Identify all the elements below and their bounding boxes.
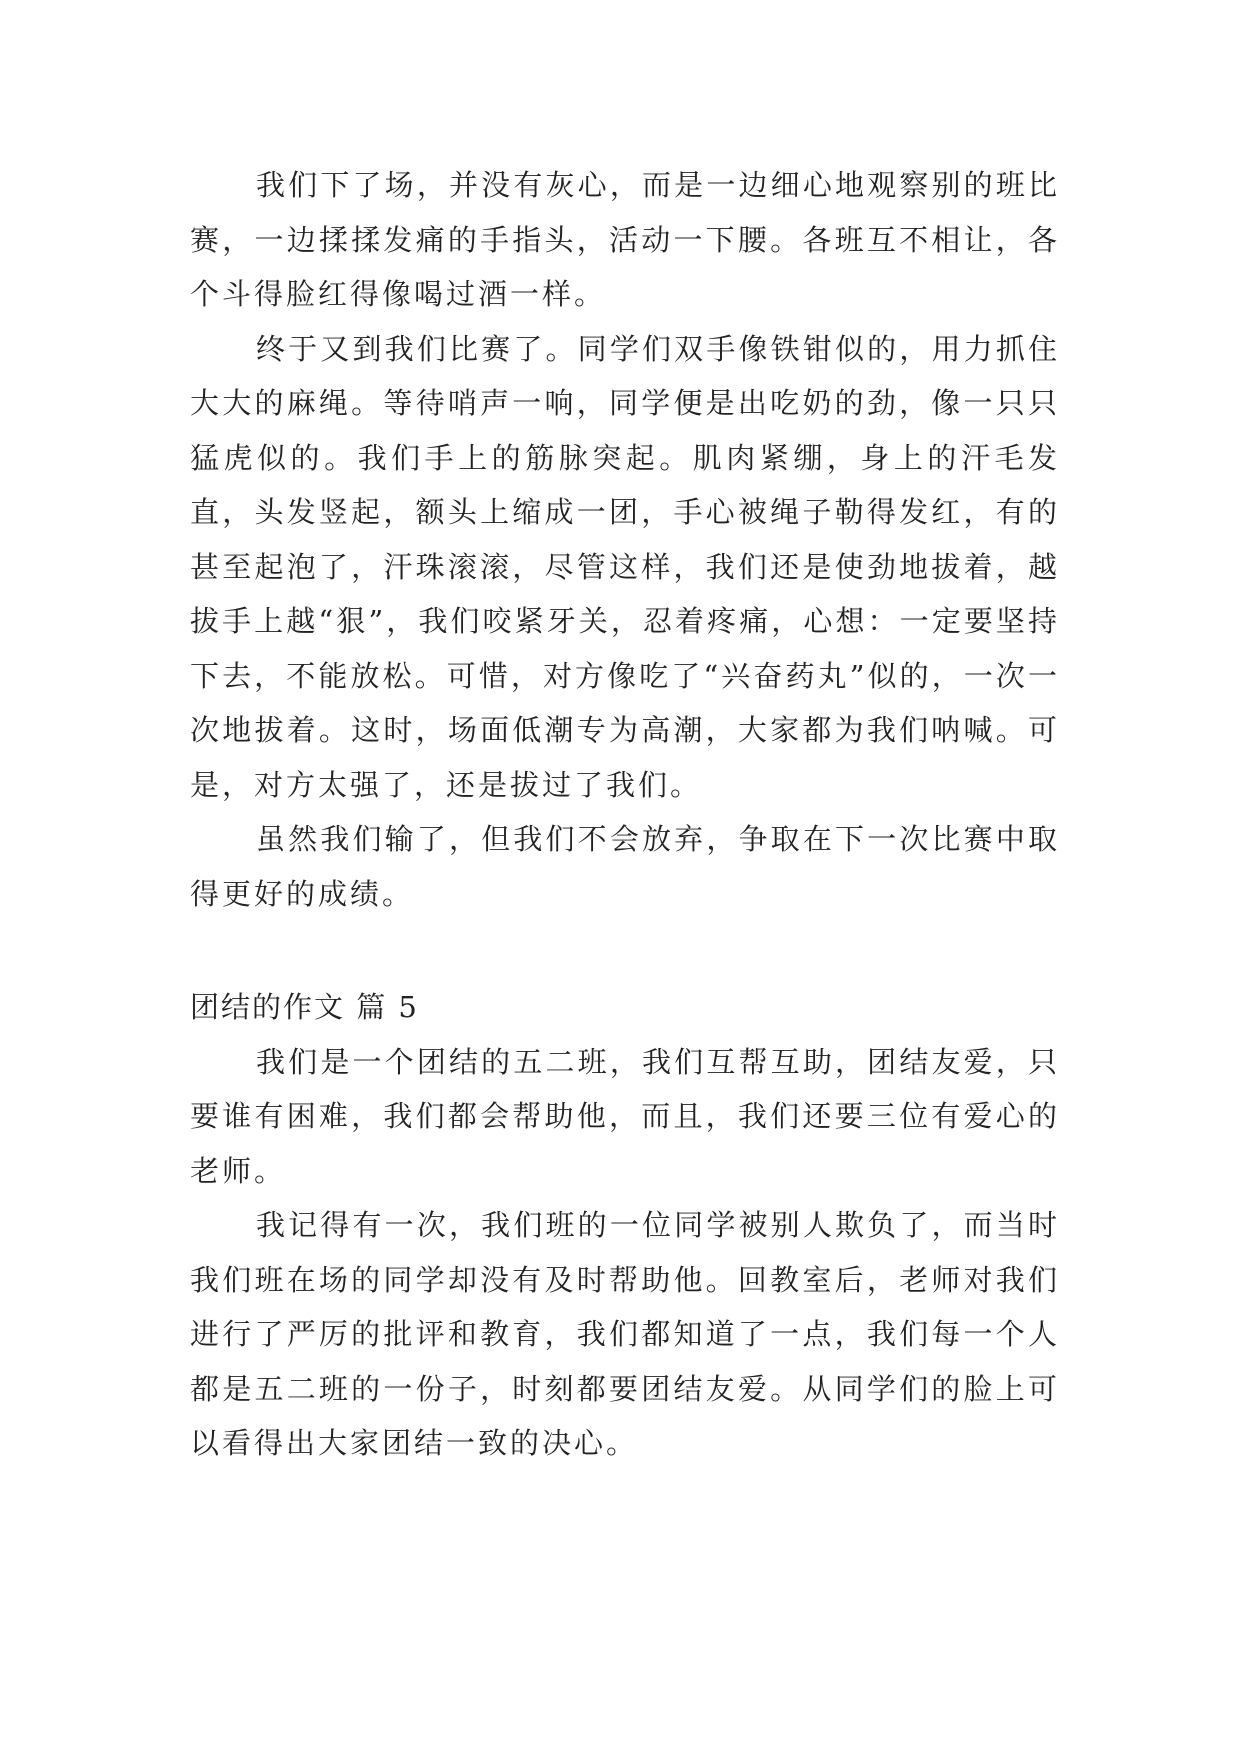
paragraph: 我记得有一次，我们班的一位同学被别人欺负了，而当时我们班在场的同学却没有及时帮助他。回教室后，老师对我们进行了严厉的批评和教育，我们都知道了一点，我们每一个人都是五二班的一份子，时刻都要团结友爱。从同学们的脸上可以看得出大家团结一致的决心。 [190,1208,1060,1460]
paragraph: 我们下了场，并没有灰心，而是一边细心地观察别的班比赛，一边揉揉发痛的手指头，活动一下腰。各班互不相让，各个斗得脸红得像喝过酒一样。 [190,168,1060,311]
paragraph: 我们是一个团结的五二班，我们互帮互助，团结友爱，只要谁有困难，我们都会帮助他，而且，我们还要三位有爱心的老师。 [190,1044,1060,1188]
paragraph: 虽然我们输了，但我们不会放弃，争取在下一次比赛中取得更好的成绩。 [190,822,1060,911]
document-body [190,158,1060,1471]
section-heading: 团结的作文 篇 5 [190,990,419,1024]
paragraph: 终于又到我们比赛了。同学们双手像铁钳似的，用力抓住大大的麻绳。等待哨声一响，同学便是出吃奶的劲，像一只只猛虎似的。我们手上的筋脉突起。肌肉紧绷，身上的汗毛发直，头发竖起，额头上缩成一团，手心被绳子勒得发红，有的甚至起泡了，汗珠滚滚，尽管这样，我们还是使劲地拔着，越拔手上越“狠”，我们咬紧牙关，忍着疼痛，心想：一定要坚持下去，不能放松。可惜，对方像吃了“兴奋药丸”似的，一次一次地拔着。这时，场面低潮专为高潮，大家都为我们呐喊。可是，对方太强了，还是拔过了我们。 [190,331,1060,802]
